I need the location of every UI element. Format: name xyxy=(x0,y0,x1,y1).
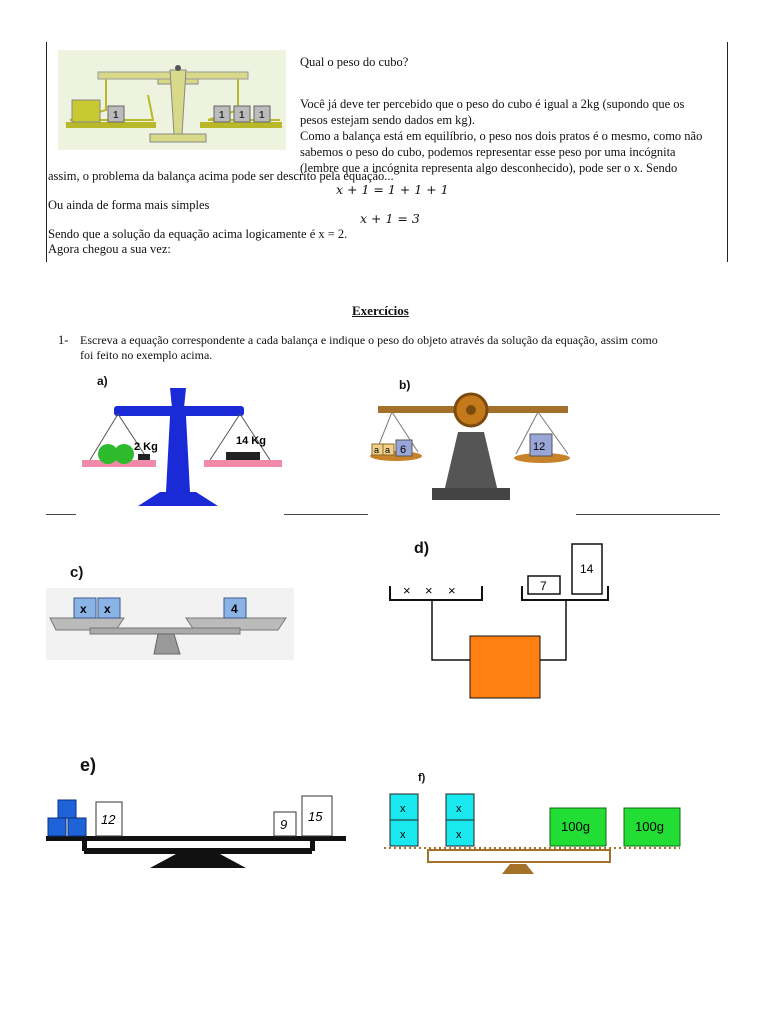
figure-d-mark: × xyxy=(425,583,433,598)
intro-paragraph-line: Você já deve ter percebido que o peso do cubo é igual a 2kg (supondo que os xyxy=(300,97,685,111)
answer-blank[interactable] xyxy=(46,514,76,515)
figure-c-balance xyxy=(46,588,294,660)
answer-blank[interactable] xyxy=(576,514,720,515)
figure-d-small-weight: 7 xyxy=(540,579,547,593)
figure-c-label: c) xyxy=(70,564,84,581)
equation-1: x + 1 = 1 + 1 + 1 xyxy=(336,182,449,197)
figure-b-label: b) xyxy=(399,378,411,392)
figure-f-weight: 100g xyxy=(561,819,590,834)
figure-b-block: a xyxy=(385,445,391,455)
exercise-instructions: Escreva a equação correspondente a cada balança e indique o peso do objeto através da solução da equação, assim como xyxy=(80,333,658,347)
exercise-instructions: foi feito no exemplo acima. xyxy=(80,348,213,362)
intro-weight-label: 1 xyxy=(113,110,119,121)
figure-e-right-card: 15 xyxy=(308,809,323,824)
figure-e-right-card: 9 xyxy=(280,817,288,832)
figure-b-left-weight: 6 xyxy=(400,444,407,456)
exercises-title: Exercícios xyxy=(352,303,409,318)
figure-f-block: x xyxy=(456,829,462,841)
exercise-number: 1- xyxy=(58,333,69,347)
figure-f-block: x xyxy=(400,829,406,841)
figure-c-right-block: 4 xyxy=(231,602,238,616)
figure-b-balance xyxy=(368,392,578,510)
figure-d-mark: × xyxy=(448,583,456,598)
intro-question: Qual o peso do cubo? xyxy=(300,55,409,69)
figure-c-block: x xyxy=(80,602,87,616)
intro-paragraph-line: Sendo que a solução da equação acima logicamente é x = 2. xyxy=(48,227,348,241)
equation-2: x + 1 = 3 xyxy=(360,211,420,226)
intro-paragraph-line: Como a balança está em equilíbrio, o peso nos dois pratos é o mesmo, como não xyxy=(300,129,703,143)
intro-paragraph-line: (lembre que a incógnita representa algo desconhecido), pode ser o x. Sendo xyxy=(300,161,678,175)
intro-paragraph-line: Ou ainda de forma mais simples xyxy=(48,198,210,212)
intro-paragraph-line: pesos estejam sendo dados em kg). xyxy=(300,113,475,127)
intro-paragraph-line: sabemos o peso do cubo, podemos representar esse peso por uma incógnita xyxy=(300,145,676,159)
figure-e-left-card: 12 xyxy=(101,812,116,827)
figure-d-mark: × xyxy=(403,583,411,598)
intro-weight-label: 1 xyxy=(219,110,225,121)
figure-d-label: d) xyxy=(414,540,430,557)
figure-b-right-weight: 12 xyxy=(533,441,546,453)
figure-c-block: x xyxy=(104,602,111,616)
figure-a-left-weight: 2 Kg xyxy=(134,441,158,453)
figure-f-block: x xyxy=(456,803,462,815)
figure-f-balance xyxy=(380,788,688,880)
cube-shape xyxy=(72,100,100,122)
figure-f-label: f) xyxy=(418,772,426,784)
figure-f-weight: 100g xyxy=(635,819,664,834)
figure-a-right-weight: 14 Kg xyxy=(236,435,266,447)
figure-f-block: x xyxy=(400,803,406,815)
figure-d-balance xyxy=(384,540,614,706)
intro-paragraph-line: assim, o problema da balança acima pode ser descrito pela equação... xyxy=(48,169,394,183)
figure-e-balance xyxy=(46,790,350,870)
figure-a-balance xyxy=(78,388,288,510)
figure-a-label: a) xyxy=(97,374,108,388)
figure-b-block: a xyxy=(374,445,380,455)
figure-e-label: e) xyxy=(80,755,97,775)
intro-balance-illustration xyxy=(58,50,286,150)
answer-blank[interactable] xyxy=(284,514,368,515)
intro-weight-label: 1 xyxy=(259,110,265,121)
intro-weight-label: 1 xyxy=(239,110,245,121)
figure-d-tall-weight: 14 xyxy=(580,562,594,576)
intro-paragraph-line: Agora chegou a sua vez: xyxy=(48,242,171,256)
